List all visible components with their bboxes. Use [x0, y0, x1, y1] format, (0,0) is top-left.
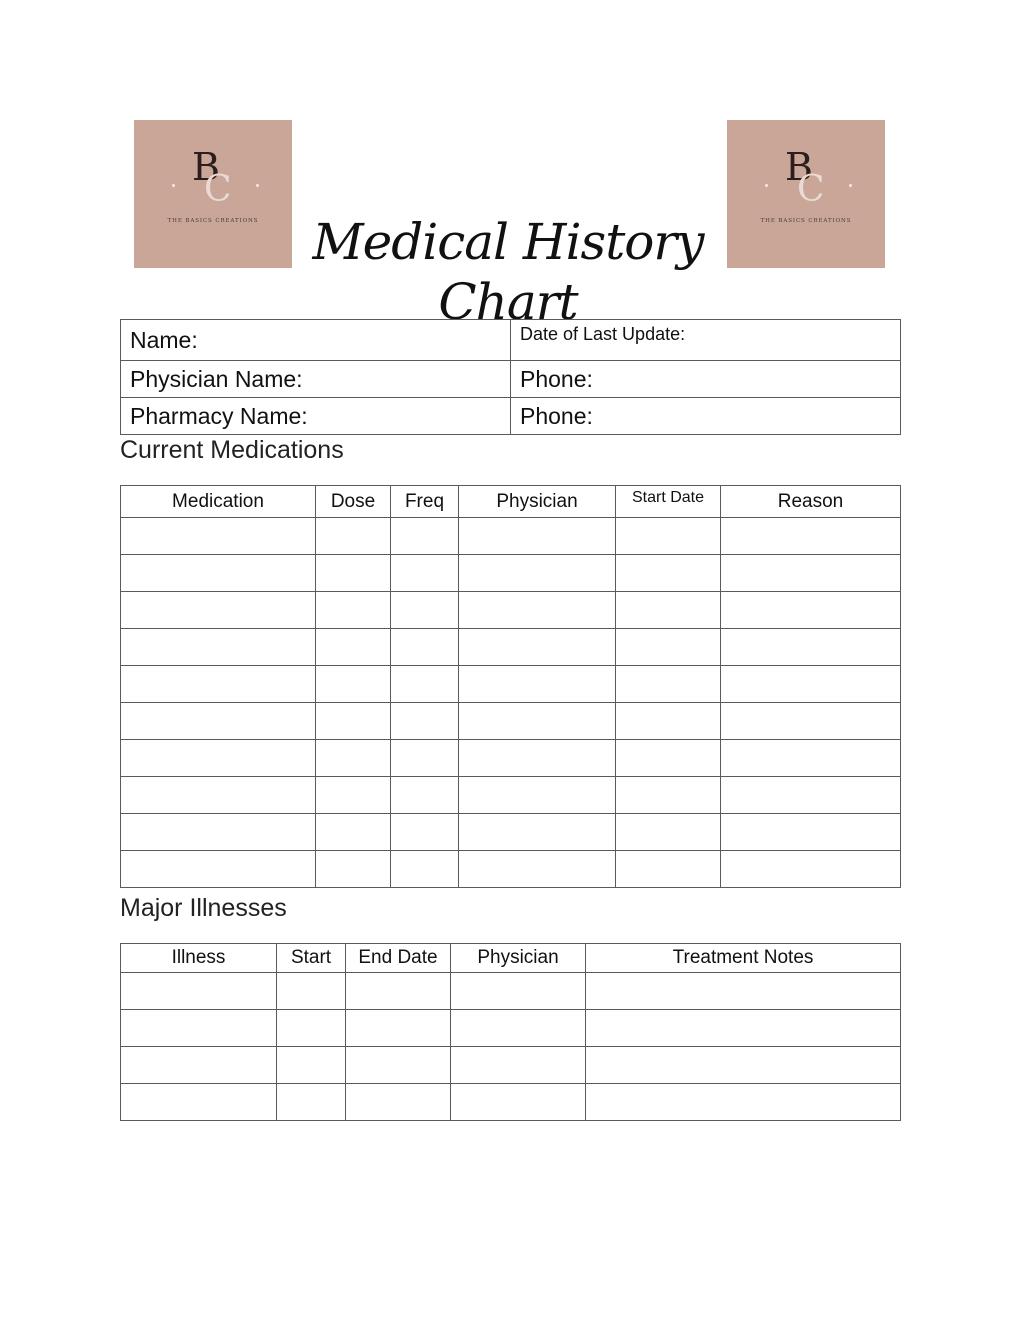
column-header-physician: Physician [451, 944, 586, 973]
medications-header-row [121, 486, 901, 518]
table-cell[interactable] [391, 666, 459, 703]
table-cell[interactable] [459, 555, 616, 592]
table-cell[interactable] [316, 814, 391, 851]
physician-phone-field[interactable]: Phone: [511, 361, 901, 398]
column-header-reason: Reason [721, 486, 901, 518]
table-cell[interactable] [121, 666, 316, 703]
table-cell[interactable] [121, 1047, 277, 1084]
pharmacy-phone-field[interactable]: Phone: [511, 398, 901, 435]
illnesses-header-row [121, 944, 901, 973]
column-header-physician: Physician [459, 486, 616, 518]
name-field[interactable]: Name: [121, 320, 511, 361]
medications-rows [121, 518, 901, 888]
table-cell[interactable] [277, 1047, 346, 1084]
table-cell[interactable] [121, 740, 316, 777]
table-row [121, 814, 901, 851]
table-row [121, 555, 901, 592]
table-cell[interactable] [391, 740, 459, 777]
table-cell[interactable] [277, 1010, 346, 1047]
info-row [121, 361, 901, 398]
table-cell[interactable] [459, 851, 616, 888]
table-cell[interactable] [721, 666, 901, 703]
column-header-start: Start [277, 944, 346, 973]
table-cell[interactable] [121, 851, 316, 888]
table-cell[interactable] [616, 740, 721, 777]
table-cell[interactable] [721, 555, 901, 592]
table-cell[interactable] [391, 777, 459, 814]
column-header-freq: Freq [391, 486, 459, 518]
logo-brand-text: THE BASICS CREATIONS [760, 218, 852, 224]
illnesses-rows [121, 973, 901, 1121]
table-cell[interactable] [721, 740, 901, 777]
table-cell[interactable] [316, 666, 391, 703]
logo-monogram-c: C [797, 169, 825, 210]
table-cell[interactable] [451, 1084, 586, 1121]
table-cell[interactable] [316, 740, 391, 777]
column-header-illness: Illness [121, 944, 277, 973]
table-row [121, 777, 901, 814]
table-cell[interactable] [586, 1010, 901, 1047]
column-header-treatment-notes: Treatment Notes [586, 944, 901, 973]
table-cell[interactable] [721, 629, 901, 666]
logo-brand-text: THE BASICS CREATIONS [167, 218, 259, 224]
table-cell[interactable] [616, 703, 721, 740]
table-cell[interactable] [121, 973, 277, 1010]
table-row [121, 629, 901, 666]
table-cell[interactable] [391, 629, 459, 666]
table-cell[interactable] [121, 555, 316, 592]
table-cell[interactable] [616, 518, 721, 555]
column-header-start-date: Start Date [616, 486, 721, 518]
table-cell[interactable] [121, 777, 316, 814]
table-cell[interactable] [616, 555, 721, 592]
table-cell[interactable] [391, 703, 459, 740]
table-cell[interactable] [451, 1047, 586, 1084]
logo-dot [765, 184, 768, 187]
table-row [121, 1084, 901, 1121]
table-cell[interactable] [616, 629, 721, 666]
table-cell[interactable] [459, 814, 616, 851]
table-cell[interactable] [459, 740, 616, 777]
table-cell[interactable] [391, 851, 459, 888]
table-cell[interactable] [121, 518, 316, 555]
table-cell[interactable] [346, 1010, 451, 1047]
info-row [121, 320, 901, 361]
medications-table [120, 485, 901, 888]
table-cell[interactable] [121, 1010, 277, 1047]
table-row [121, 592, 901, 629]
table-row [121, 666, 901, 703]
info-row [121, 398, 901, 435]
logo-dot [172, 184, 175, 187]
table-cell[interactable] [121, 814, 316, 851]
table-row [121, 1010, 901, 1047]
table-cell[interactable] [121, 629, 316, 666]
table-cell[interactable] [616, 851, 721, 888]
table-cell[interactable] [721, 592, 901, 629]
table-row [121, 703, 901, 740]
table-cell[interactable] [616, 666, 721, 703]
column-header-medication: Medication [121, 486, 316, 518]
table-cell[interactable] [316, 518, 391, 555]
table-cell[interactable] [346, 973, 451, 1010]
table-cell[interactable] [459, 703, 616, 740]
table-cell[interactable] [391, 555, 459, 592]
page-title: Medical History Chart [312, 213, 704, 331]
logo-dot [849, 184, 852, 187]
table-cell[interactable] [616, 814, 721, 851]
table-cell[interactable] [316, 851, 391, 888]
logo-monogram-b: B [785, 145, 813, 189]
table-cell[interactable] [391, 518, 459, 555]
table-cell[interactable] [586, 1084, 901, 1121]
table-cell[interactable] [721, 703, 901, 740]
table-cell[interactable] [346, 1084, 451, 1121]
table-cell[interactable] [346, 1047, 451, 1084]
table-row [121, 973, 901, 1010]
table-cell[interactable] [277, 1084, 346, 1121]
table-cell[interactable] [391, 814, 459, 851]
column-header-end-date: End Date [346, 944, 451, 973]
table-row [121, 851, 901, 888]
table-cell[interactable] [459, 629, 616, 666]
table-cell[interactable] [316, 555, 391, 592]
table-cell[interactable] [616, 592, 721, 629]
table-cell[interactable] [459, 777, 616, 814]
table-cell[interactable] [451, 1010, 586, 1047]
major-illnesses-heading: Major Illnesses [120, 894, 287, 922]
table-cell[interactable] [721, 851, 901, 888]
table-cell[interactable] [459, 592, 616, 629]
table-cell[interactable] [316, 592, 391, 629]
table-cell[interactable] [459, 518, 616, 555]
table-cell[interactable] [277, 973, 346, 1010]
table-cell[interactable] [316, 629, 391, 666]
brand-logo-left [134, 120, 292, 268]
current-medications-heading: Current Medications [120, 436, 344, 464]
date-of-last-update-field[interactable]: Date of Last Update: [511, 320, 901, 361]
table-row [121, 740, 901, 777]
patient-info-table [120, 319, 901, 435]
physician-name-field[interactable]: Physician Name: [121, 361, 511, 398]
table-cell[interactable] [586, 1047, 901, 1084]
table-cell[interactable] [459, 666, 616, 703]
logo-monogram-c: C [204, 169, 232, 210]
table-cell[interactable] [451, 973, 586, 1010]
illnesses-table [120, 943, 901, 1121]
table-row [121, 1047, 901, 1084]
table-cell[interactable] [316, 703, 391, 740]
logo-monogram-b: B [192, 145, 220, 189]
brand-logo-right [727, 120, 885, 268]
table-cell[interactable] [121, 703, 316, 740]
table-cell[interactable] [391, 592, 459, 629]
table-cell[interactable] [721, 518, 901, 555]
table-cell[interactable] [121, 1084, 277, 1121]
table-cell[interactable] [721, 777, 901, 814]
table-cell[interactable] [616, 777, 721, 814]
table-row [121, 518, 901, 555]
logo-dot [256, 184, 259, 187]
table-cell[interactable] [316, 777, 391, 814]
table-cell[interactable] [721, 814, 901, 851]
pharmacy-name-field[interactable]: Pharmacy Name: [121, 398, 511, 435]
column-header-dose: Dose [316, 486, 391, 518]
table-cell[interactable] [586, 973, 901, 1010]
table-cell[interactable] [121, 592, 316, 629]
